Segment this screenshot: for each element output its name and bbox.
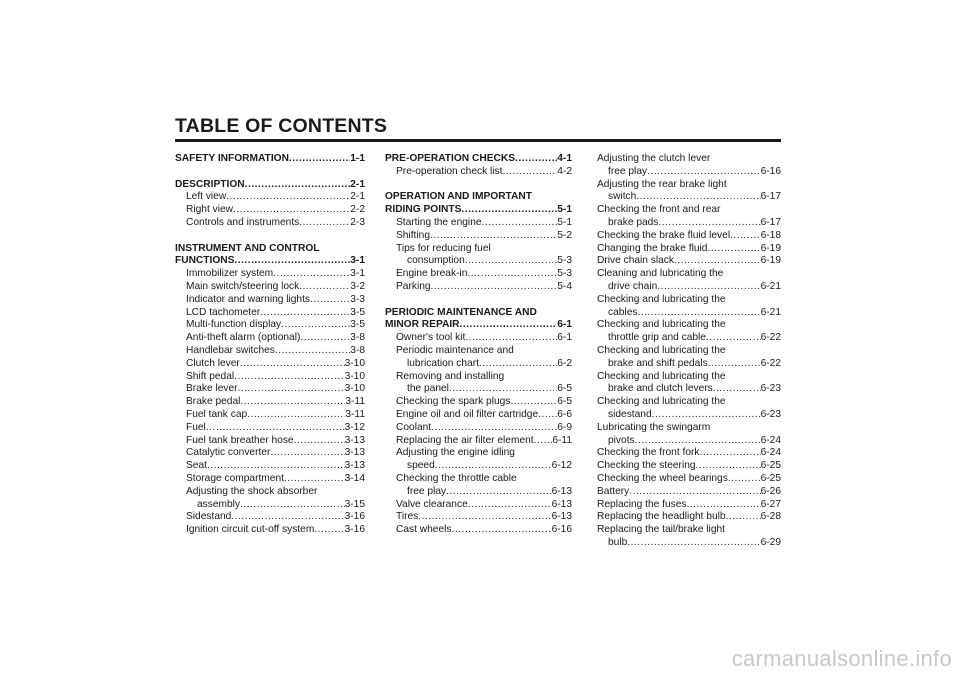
toc-entry[interactable]: Checking the front fork ..... 6-24 (597, 447, 781, 460)
toc-entry[interactable]: Checking the wheel bearings ..... 6-25 (597, 473, 781, 486)
toc-entry-line: Removing and installing (396, 370, 505, 382)
toc-entry[interactable]: Changing the brake fluid ..... 6-19 (597, 243, 781, 256)
toc-entry[interactable]: Starting the engine ..... 5-1 (385, 217, 572, 230)
toc-entry[interactable]: Right view ..... 2-2 (175, 204, 365, 217)
toc-entry[interactable]: Replacing the air filter element ..... 6-11 (385, 435, 572, 448)
toc-entry-line: Checking and lubricating the (597, 396, 726, 408)
toc-entry[interactable]: Indicator and warning lights ..... 3-3 (175, 294, 365, 307)
toc-entry[interactable]: Handlebar switches ..... 3-8 (175, 345, 365, 358)
toc-entry[interactable]: Controls and instruments ..... 2-3 (175, 217, 365, 230)
toc-heading-line: OPERATION AND IMPORTANT (385, 191, 532, 203)
toc-entry[interactable]: Valve clearance ..... 6-13 (385, 499, 572, 512)
toc-entry[interactable]: Replacing the fuses ..... 6-27 (597, 499, 781, 512)
toc-entry[interactable]: Storage compartment ..... 3-14 (175, 473, 365, 486)
toc-heading-line: INSTRUMENT AND CONTROL (175, 242, 320, 254)
toc-entry-line: Tips for reducing fuel (396, 242, 491, 254)
toc-entry[interactable]: lubrication chart ..... 6-2 (385, 358, 572, 371)
toc-entry[interactable]: Drive chain slack ..... 6-19 (597, 255, 781, 268)
toc-entry[interactable]: drive chain ..... 6-21 (597, 281, 781, 294)
toc-entry[interactable]: Engine oil and oil filter cartridge ..... 6-6 (385, 409, 572, 422)
toc-entry-line: Checking and lubricating the (597, 344, 726, 356)
toc-entry[interactable]: Seat ..... 3-13 (175, 460, 365, 473)
toc-entry[interactable]: Pre-operation check list ..... 4-2 (385, 166, 572, 179)
toc-entry[interactable]: speed ..... 6-12 (385, 460, 572, 473)
toc-entry[interactable]: pivots ..... 6-24 (597, 435, 781, 448)
toc-entry[interactable]: Ignition circuit cut-off system ..... 3-16 (175, 524, 365, 537)
toc-entry[interactable]: Fuel ..... 3-12 (175, 422, 365, 435)
toc-entry[interactable]: Owner's tool kit ..... 6-1 (385, 332, 572, 345)
toc-column-3 (597, 153, 781, 550)
toc-entry[interactable]: switch ..... 6-17 (597, 191, 781, 204)
toc-entry[interactable]: brake pads ..... 6-17 (597, 217, 781, 230)
toc-entry[interactable]: throttle grip and cable ..... 6-22 (597, 332, 781, 345)
toc-entry[interactable]: Anti-theft alarm (optional) ..... 3-8 (175, 332, 365, 345)
toc-entry[interactable]: Replacing the headlight bulb ..... 6-28 (597, 511, 781, 524)
toc-entry[interactable]: free play ..... 6-13 (385, 486, 572, 499)
toc-entry-pre-operation-checks[interactable]: PRE-OPERATION CHECKS ..... 4-1 (385, 153, 572, 166)
toc-entry[interactable]: Brake pedal ..... 3-11 (175, 396, 365, 409)
toc-heading-line: PERIODIC MAINTENANCE AND (385, 306, 537, 318)
toc-entry-line: Adjusting the clutch lever (597, 153, 711, 164)
toc-entry-description[interactable]: DESCRIPTION ..... 2-1 (175, 179, 365, 192)
toc-entry[interactable]: sidestand ..... 6-23 (597, 409, 781, 422)
toc-entry-line: Checking and lubricating the (597, 319, 726, 331)
toc-entry[interactable]: Brake lever ..... 3-10 (175, 383, 365, 396)
toc-entry[interactable]: Battery ..... 6-26 (597, 486, 781, 499)
title-rule (175, 139, 781, 142)
toc-entry[interactable]: Clutch lever ..... 3-10 (175, 358, 365, 371)
toc-entry-minor-repair[interactable]: MINOR REPAIR ..... 6-1 (385, 319, 572, 332)
toc-entry[interactable]: Shift pedal ..... 3-10 (175, 371, 365, 384)
toc-entry[interactable]: Engine break-in ..... 5-3 (385, 268, 572, 281)
toc-entry[interactable]: Cast wheels ..... 6-16 (385, 524, 572, 537)
toc-entry[interactable]: Sidestand ..... 3-16 (175, 511, 365, 524)
toc-entry-instrument-functions[interactable]: FUNCTIONS ..... 3-1 (175, 255, 365, 268)
toc-entry-line: Lubricating the swingarm (597, 421, 711, 433)
toc-column-2 (385, 153, 572, 537)
toc-entry[interactable]: brake and shift pedals ..... 6-22 (597, 358, 781, 371)
toc-entry-line: Checking and lubricating the (597, 370, 726, 382)
toc-entry-line: Replacing the tail/brake light (597, 524, 725, 536)
toc-entry[interactable]: Checking the spark plugs ..... 6-5 (385, 396, 572, 409)
toc-entry[interactable]: brake and clutch levers ..... 6-23 (597, 383, 781, 396)
toc-entry[interactable]: Tires ..... 6-13 (385, 511, 572, 524)
toc-entry[interactable]: Left view ..... 2-1 (175, 191, 365, 204)
toc-entry-safety-information[interactable]: SAFETY INFORMATION ..... 1-1 (175, 153, 365, 166)
toc-entry[interactable]: the panel ..... 6-5 (385, 383, 572, 396)
toc-entry[interactable]: Catalytic converter ..... 3-13 (175, 447, 365, 460)
toc-entry[interactable]: bulb ..... 6-29 (597, 537, 781, 550)
toc-entry-line: Adjusting the shock absorber (186, 485, 318, 497)
toc-entry[interactable]: LCD tachometer ..... 3-5 (175, 307, 365, 320)
page-title: TABLE OF CONTENTS (175, 115, 388, 137)
toc-entry-line: Cleaning and lubricating the (597, 268, 724, 280)
toc-entry[interactable]: Main switch/steering lock ..... 3-2 (175, 281, 365, 294)
toc-entry[interactable]: Checking the steering ..... 6-25 (597, 460, 781, 473)
toc-entry[interactable]: consumption ..... 5-3 (385, 255, 572, 268)
toc-entry[interactable]: Coolant ..... 6-9 (385, 422, 572, 435)
toc-entry-riding-points[interactable]: RIDING POINTS ..... 5-1 (385, 204, 572, 217)
toc-entry[interactable]: Fuel tank cap ..... 3-11 (175, 409, 365, 422)
toc-entry[interactable]: Immobilizer system ..... 3-1 (175, 268, 365, 281)
toc-entry-line: Checking and lubricating the (597, 293, 726, 305)
watermark: carmanualsonline.info (731, 646, 952, 671)
toc-entry[interactable]: assembly ..... 3-15 (175, 499, 365, 512)
toc-entry[interactable]: free play ..... 6-16 (597, 166, 781, 179)
toc-entry[interactable]: Multi-function display ..... 3-5 (175, 319, 365, 332)
toc-entry[interactable]: cables ..... 6-21 (597, 307, 781, 320)
toc-entry[interactable]: Parking ..... 5-4 (385, 281, 572, 294)
toc-entry-line: Checking the throttle cable (396, 472, 517, 484)
toc-entry-line: Checking the front and rear (597, 204, 721, 216)
toc-entry-line: Adjusting the engine idling (396, 447, 515, 459)
toc-entry-line: Adjusting the rear brake light (597, 178, 727, 190)
toc-entry[interactable]: Fuel tank breather hose ..... 3-13 (175, 435, 365, 448)
toc-column-1 (175, 153, 365, 537)
toc-entry[interactable]: Shifting ..... 5-2 (385, 230, 572, 243)
toc-entry[interactable]: Checking the brake fluid level ..... 6-18 (597, 230, 781, 243)
toc-entry-line: Periodic maintenance and (396, 344, 514, 356)
